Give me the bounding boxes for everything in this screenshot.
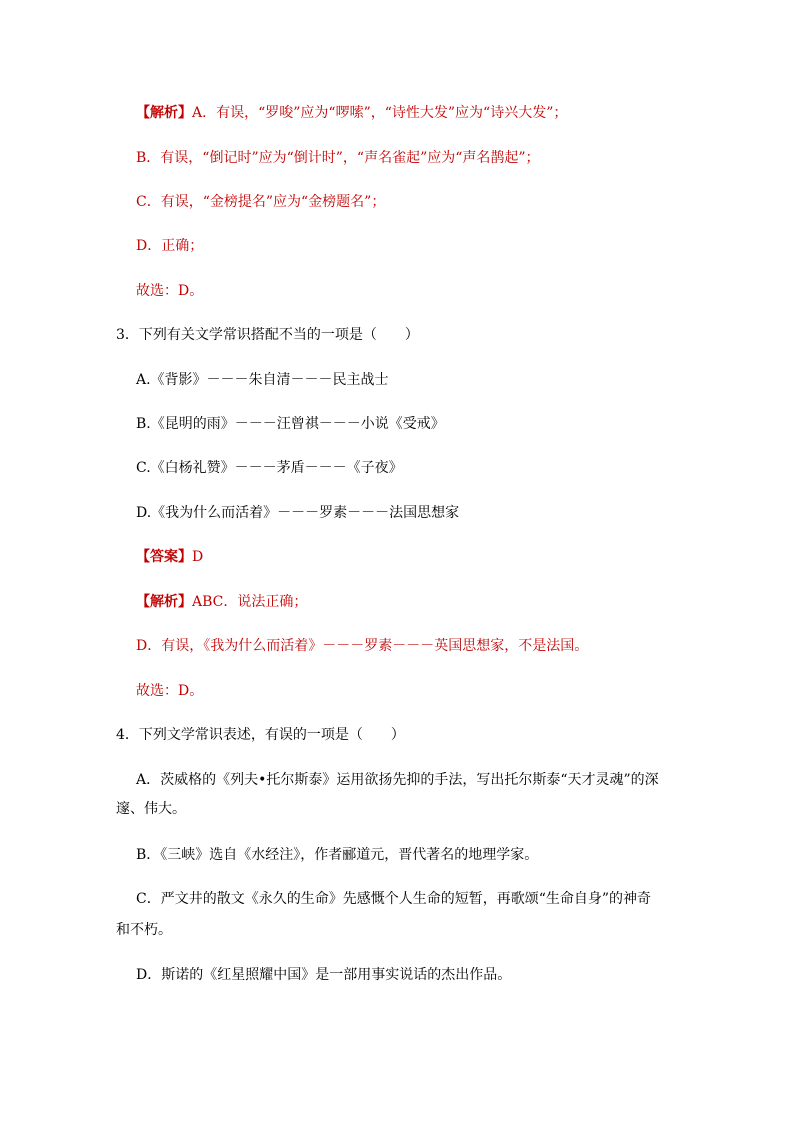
question-4-option-d: D．斯诺的《红星照耀中国》是一部用事实说话的杰出作品。 [136,967,512,983]
analysis-line-b: B．有误，“倒记时”应为“倒计时”，“声名雀起”应为“声名鹊起”； [136,150,540,166]
question-4-option-c-line1: C．严文井的散文《永久的生命》先感慨个人生命的短暂，再歌颂“生命自身”的神奇 [136,891,652,907]
question-3-option-c: C.《白杨礼赞》－－－茅盾－－－《子夜》 [136,460,403,476]
question-4-option-b: B．《三峡》选自《水经注》，作者郦道元，晋代著名的地理学家。 [136,847,539,863]
analysis-tag: 【解析】 [136,594,192,610]
analysis-tag: 【解析】 [136,105,192,121]
analysis-line-d: D．正确； [136,238,204,254]
analysis-line-a [136,101,684,125]
question-4-option-a-line2: 邃、伟大。 [116,801,186,817]
question-3-option-d: D.《我为什么而活着》－－－罗素－－－法国思想家 [136,505,460,521]
question-4-option-c-line2: 和不朽。 [116,922,172,938]
question-4-stem: 4．下列文学常识表述，有误的一项是（ ） [116,727,405,743]
analysis-text: A．有误，“罗唆”应为“啰嗦”，“诗性大发”应为“诗兴大发”； [192,105,568,121]
question-3-analysis-abc [136,590,684,614]
question-3-stem: 3．下列有关文学常识搭配不当的一项是（ ） [116,327,419,343]
analysis-line-c: C．有误，“金榜提名”应为“金榜题名”； [136,194,386,210]
question-3-option-b: B.《昆明的雨》－－－汪曾祺－－－小说《受戒》 [136,416,445,432]
question-4-option-a-line1: A．茨威格的《列夫•托尔斯泰》运用欲扬先抑的手法，写出托尔斯泰“天才灵魂”的深 [136,772,659,788]
answer-value: D [192,549,204,565]
question-3-option-a: A.《背影》－－－朱自清－－－民主战士 [136,372,389,388]
choice-line: 故选：D。 [136,283,204,299]
answer-tag: 【答案】 [136,549,192,565]
question-3-answer [136,545,684,569]
question-3-analysis-d: D．有误，《我为什么而活着》－－－罗素－－－英国思想家，不是法国。 [136,638,589,654]
analysis-text: ABC．说法正确； [192,594,308,610]
question-3-choice: 故选：D。 [136,683,204,699]
